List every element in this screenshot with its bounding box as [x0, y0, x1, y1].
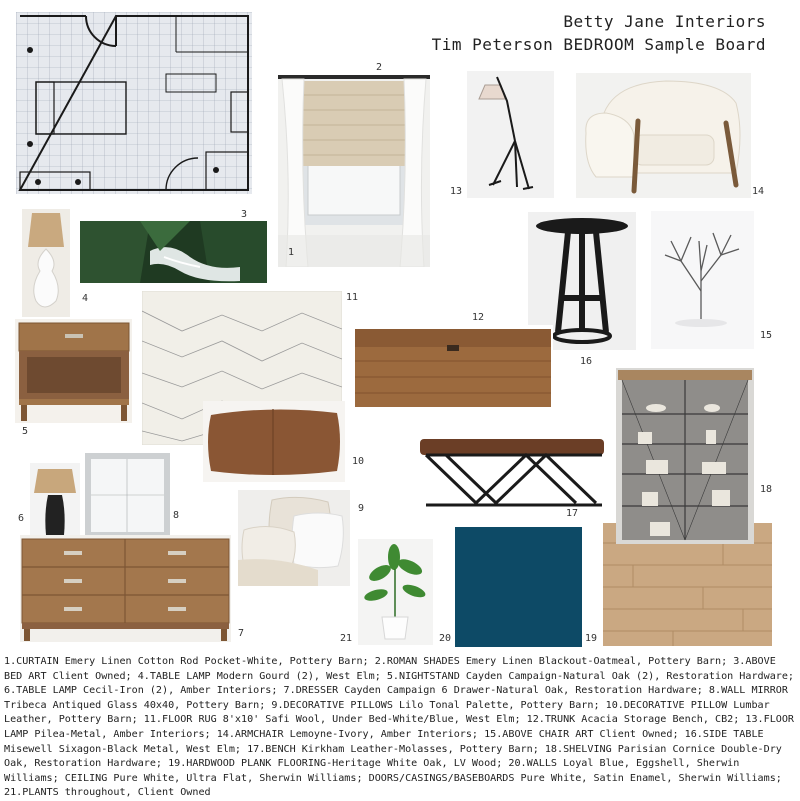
- item-number-5: 5: [22, 426, 29, 437]
- item-number-8: 8: [173, 510, 180, 521]
- wall-mirror-image: [85, 453, 170, 538]
- item-number-21: 21: [340, 633, 353, 644]
- armchair-image: [576, 73, 751, 198]
- item-number-19: 19: [585, 633, 598, 644]
- table-lamp-iron-image: [30, 463, 80, 541]
- item-number-11: 11: [346, 292, 359, 303]
- item-number-2: 2: [376, 62, 383, 73]
- plant-image: [358, 539, 433, 645]
- item-number-10: 10: [352, 456, 365, 467]
- storage-trunk-image: [353, 325, 553, 410]
- company-name: Betty Jane Interiors: [563, 12, 766, 31]
- lumbar-leather-pillow-image: [203, 401, 345, 482]
- table-lamp-gourd-image: [22, 209, 70, 317]
- item-number-17: 17: [566, 508, 579, 519]
- wall-color-swatch: [455, 527, 582, 647]
- item-number-9: 9: [358, 503, 365, 514]
- product-list-caption: 1.CURTAIN Emery Linen Cotton Rod Pocket-White, Pottery Barn; 2.ROMAN SHADES Emery Linen Blackout-Oatmeal, Pottery Barn; 3.ABOVE BED ART Client Owned; 4.TABLE LAMP Modern Gourd (2), West Elm; 5.NIGHTSTAND Cayden Campaign-Natural Oak (2), Restoration Hardware; 6.TABLE LAMP Cecil-Iron (2), Amber Interiors; 7.DRESSER Cayden Campaign 6 Drawer-Natural Oak, Restoration Hardware; 8.WALL MIRROR Tribeca Antiqued Glass 40x40, Pottery Barn; 9.DECORATIVE PILLOWS Lilo Tonal Palette, Pottery Barn; 10.DECORATIVE PILLOW Lumbar Leather, Pottery Barn; 11.FLOOR RUG 8'x10' Safi Wool, Under Bed-White/Blue, West Elm; 12.TRUNK Acacia Storage Bench, CB2; 13.FLOOR LAMP Pilea-Metal, Amber Interiors; 14.ARMCHAIR Lemoyne-Ivory, Amber Interiors; 15.ABOVE CHAIR ART Client Owned; 16.SIDE TABLE Misewell Sixagon-Black Metal, West Elm; 17.BENCH Kirkham Leather-Molasses, Pottery Barn; 18.SHELVING Parisian Cornice Double-Dry Oak, Restoration Hardware; 19.HARDWOOD PLANK FLOORING-Heritage White Oak, LV Wood; 20.WALLS Loyal Blue, Eggshell, Sherwin Williams; CEILING Pure White, Ultra Flat, Sherwin Williams; DOORS/CASINGS/BASEBOARDS Pure White, Satin Enamel, Sherwin Williams; 21.PLANTS throughout, Client Owned: [4, 656, 795, 799]
- nightstand-image: [15, 319, 132, 423]
- curtain-and-roman-shade-image: [278, 75, 430, 267]
- item-number-13: 13: [450, 186, 463, 197]
- item-number-7: 7: [238, 628, 245, 639]
- item-number-14: 14: [752, 186, 765, 197]
- above-chair-art-image: [651, 211, 754, 349]
- item-number-3: 3: [241, 209, 248, 220]
- item-number-12: 12: [472, 312, 485, 323]
- dresser-image: [20, 535, 231, 642]
- item-number-4: 4: [82, 293, 89, 304]
- board-subtitle: Tim Peterson BEDROOM Sample Board: [431, 35, 766, 54]
- item-number-20: 20: [439, 633, 452, 644]
- above-bed-art-image: [80, 221, 267, 283]
- item-number-16: 16: [580, 356, 593, 367]
- leather-bench-image: [416, 433, 607, 513]
- item-number-15: 15: [760, 330, 773, 341]
- decorative-pillows-image: [238, 490, 350, 586]
- item-number-6: 6: [18, 513, 25, 524]
- floor-lamp-image: [467, 71, 554, 198]
- floor-plan-sketch: [16, 12, 252, 194]
- shelving-image: [616, 368, 754, 544]
- item-number-18: 18: [760, 484, 773, 495]
- item-number-1: 1: [288, 247, 295, 258]
